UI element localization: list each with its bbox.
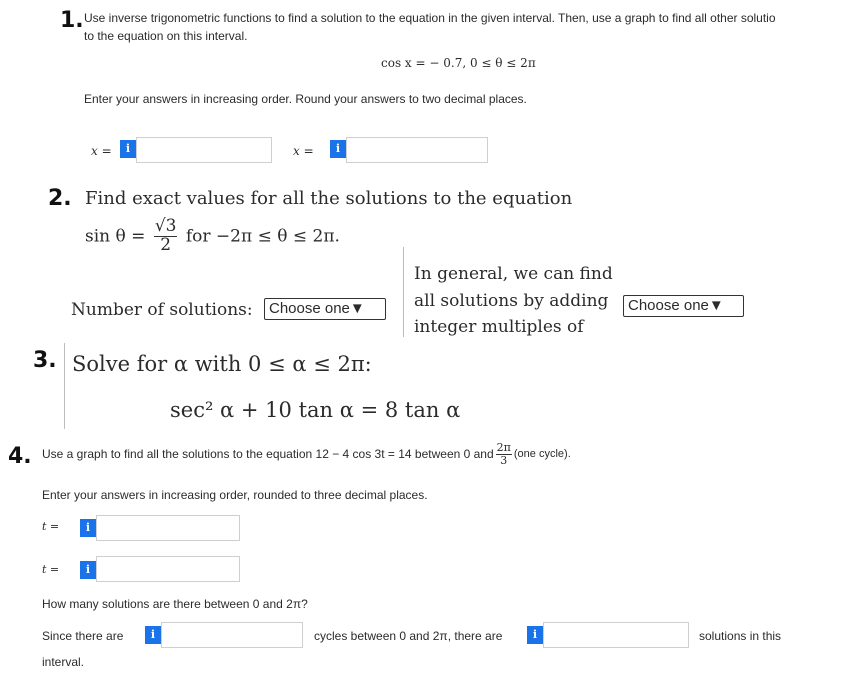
q2-eq-lhs: sin θ =: [85, 226, 146, 247]
q1-instructions-line1: Use inverse trigonometric functions to find a solution to the equation in the given interval. Then, use a graph to find all other solutio: [84, 11, 776, 25]
q2-general-line2: all solutions by adding: [414, 291, 609, 311]
info-icon[interactable]: i: [527, 626, 543, 644]
info-icon[interactable]: i: [80, 561, 96, 579]
q4-cycles-label: cycles between 0 and 2π, there are: [314, 629, 503, 643]
q2-num-solutions-select[interactable]: Choose one▼: [264, 298, 386, 320]
q4-frac-numerator: 2π: [496, 441, 511, 454]
q3-number-mark: 3.: [33, 348, 57, 373]
q4-answer2-input[interactable]: [96, 556, 240, 582]
info-icon[interactable]: i: [330, 140, 346, 158]
q2-divider: [403, 247, 404, 337]
q2-general-line1: In general, we can find: [414, 264, 613, 284]
q4-interval-label: interval.: [42, 655, 85, 669]
q1-number-mark: 1.: [60, 8, 84, 33]
q1-instructions-line2: to the equation on this interval.: [84, 29, 248, 43]
q4-order-note: Enter your answers in increasing order, rounded to three decimal places.: [42, 488, 428, 502]
q1-order-note: Enter your answers in increasing order. Round your answers to two decimal places.: [84, 92, 527, 106]
q3-prompt: Solve for α with 0 ≤ α ≤ 2π:: [72, 352, 372, 376]
q3-equation: sec² α + 10 tan α = 8 tan α: [170, 398, 461, 422]
q2-eq-denominator: 2: [160, 234, 172, 255]
q4-answer1-label: t =: [42, 520, 60, 533]
q2-number-mark: 2.: [48, 186, 72, 211]
info-icon[interactable]: i: [145, 626, 161, 644]
q2-eq-interval: for −2π ≤ θ ≤ 2π.: [185, 226, 340, 247]
q2-num-solutions-label: Number of solutions:: [71, 300, 253, 320]
q1-answer1-input[interactable]: [136, 137, 272, 163]
q4-frac-denominator: 3: [500, 453, 508, 467]
q2-multiples-select[interactable]: Choose one▼: [623, 295, 744, 317]
q2-eq-numerator: √3: [154, 216, 177, 236]
q4-prompt-start: Use a graph to find all the solutions to the equation 12 − 4 cos 3t = 14 between 0 and: [42, 447, 494, 462]
q4-answer2-label: t =: [42, 563, 60, 576]
q1-equation: cos x = − 0.7, 0 ≤ θ ≤ 2π: [381, 56, 536, 70]
q4-since-label: Since there are: [42, 629, 124, 643]
q3-divider: [64, 343, 65, 429]
q4-how-many: How many solutions are there between 0 and 2π?: [42, 597, 308, 611]
q1-answer2-label: x =: [293, 144, 314, 158]
q4-answer1-input[interactable]: [96, 515, 240, 541]
q4-solutions-label: solutions in this: [699, 629, 782, 643]
q2-equation: [85, 218, 340, 255]
info-icon[interactable]: i: [120, 140, 136, 158]
q2-general-line3: integer multiples of: [414, 317, 584, 337]
q4-solutions-input[interactable]: [543, 622, 689, 648]
info-icon[interactable]: i: [80, 519, 96, 537]
q1-answer1-label: x =: [91, 144, 112, 158]
q1-answer2-input[interactable]: [346, 137, 488, 163]
q4-prompt: [42, 442, 571, 466]
q4-prompt-end: (one cycle).: [513, 448, 571, 461]
q4-cycles-input[interactable]: [161, 622, 303, 648]
q2-prompt: Find exact values for all the solutions to the equation: [85, 188, 573, 209]
q4-number-mark: 4.: [8, 444, 32, 469]
